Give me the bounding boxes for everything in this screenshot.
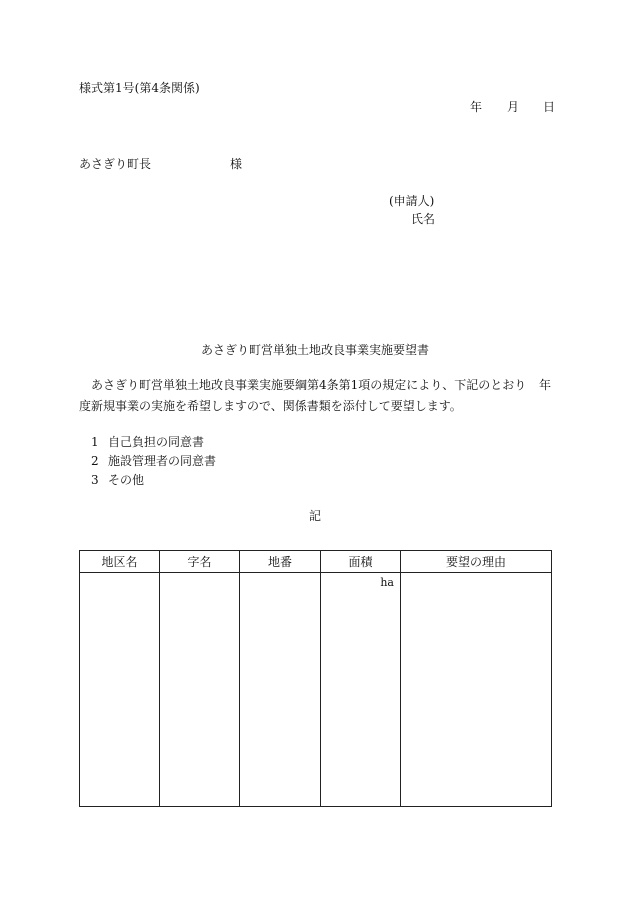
header-lot-number: 地番 bbox=[240, 551, 321, 573]
attachment-label: 施設管理者の同意書 bbox=[108, 454, 217, 468]
date-day: 日 bbox=[543, 100, 556, 114]
attachment-item bbox=[91, 453, 216, 469]
header-area: 面積 bbox=[321, 551, 401, 573]
applicant-name-label: 氏名 bbox=[411, 212, 436, 226]
attachment-item bbox=[91, 472, 144, 488]
area-unit: ha bbox=[380, 576, 394, 589]
header-district-name: 地区名 bbox=[80, 551, 160, 573]
date-month: 月 bbox=[507, 100, 520, 114]
applicant-label: (申請人) bbox=[389, 194, 435, 208]
attachment-number: 1 bbox=[91, 435, 99, 449]
attachment-label: 自己負担の同意書 bbox=[108, 435, 205, 449]
request-reason-cell[interactable] bbox=[401, 573, 552, 807]
body-text-line-2: 度新規事業の実施を希望しますので、関係書類を添付して要望します。 bbox=[79, 399, 462, 413]
district-name-cell[interactable] bbox=[80, 573, 160, 807]
addressee-suffix: 様 bbox=[230, 157, 243, 171]
table-row bbox=[80, 573, 552, 807]
attachment-item bbox=[91, 434, 204, 450]
area-cell[interactable] bbox=[321, 573, 401, 807]
header-aza-name: 字名 bbox=[160, 551, 240, 573]
date-year: 年 bbox=[470, 100, 483, 114]
ki-heading: 記 bbox=[308, 509, 321, 523]
attachment-label: その他 bbox=[108, 473, 145, 487]
document-title: あさぎり町営単独土地改良事業実施要望書 bbox=[200, 343, 429, 357]
body-text-line-1: あさぎり町営単独土地改良事業実施要綱第4条第1項の規定により、下記のとおり bbox=[91, 378, 527, 392]
form-number: 様式第1号(第4条関係) bbox=[79, 81, 200, 95]
addressee-name: あさぎり町長 bbox=[79, 157, 152, 171]
attachment-number: 2 bbox=[91, 454, 99, 468]
header-request-reason: 要望の理由 bbox=[401, 551, 552, 573]
table-header-row bbox=[80, 551, 552, 573]
lot-number-cell[interactable] bbox=[240, 573, 321, 807]
body-year-suffix: 年 bbox=[539, 378, 552, 392]
aza-name-cell[interactable] bbox=[160, 573, 240, 807]
attachment-number: 3 bbox=[91, 473, 99, 487]
request-table bbox=[79, 550, 552, 807]
